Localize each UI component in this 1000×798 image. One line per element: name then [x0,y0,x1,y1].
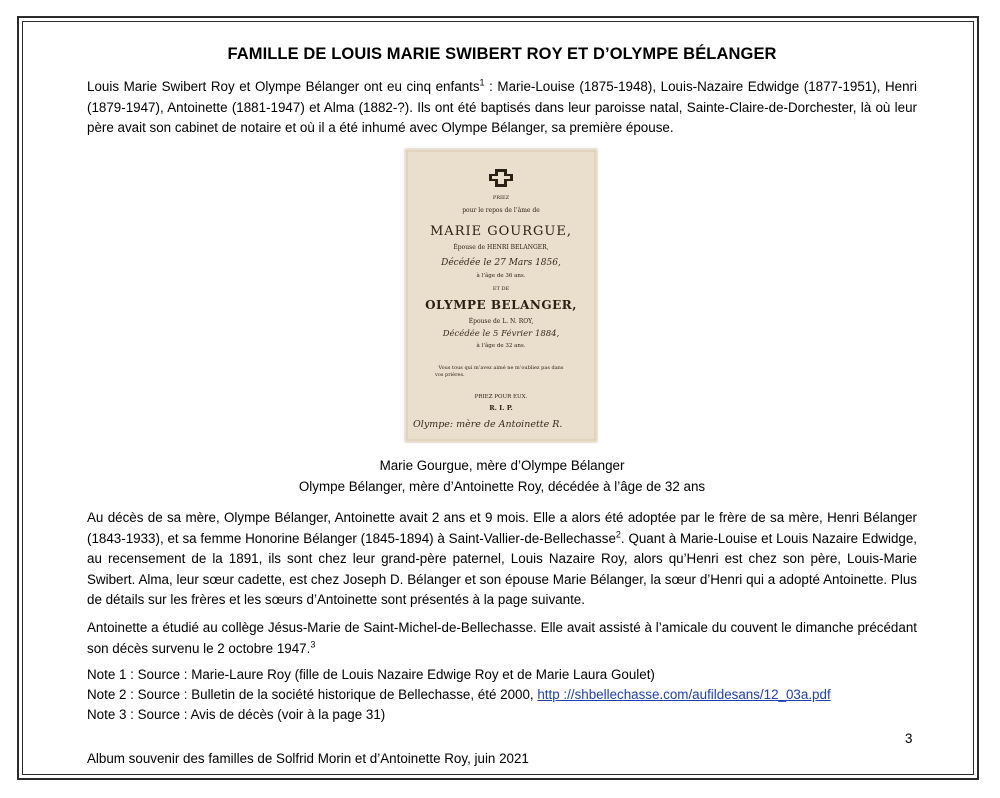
image-caption [87,456,917,497]
note-1: Note 1 : Source : Marie-Laure Roy (fille de Louis Nazaire Edwige Roy et de Marie Laura Goulet) [87,667,655,682]
card-line-epouse-roy: Épouse de L. N. ROY, [468,318,534,325]
card-line-age-1: à l’âge de 36 ans. [476,273,526,279]
memorial-card-image [405,149,597,442]
intro-paragraph [87,77,917,139]
card-line-deces-2: Décédée le 5 Février 1884, [442,329,560,339]
card-line-epouse-henri: Épouse de HENRI BELANGER, [453,244,549,251]
notes-section [87,665,917,725]
page-content [87,40,917,139]
note-2-link[interactable]: http ://shbellechasse.com/aufildesans/12_03a.pdf [537,687,831,702]
card-line-prieres: vos prières. [435,372,465,378]
card-line-et-de: ET DE [492,286,510,292]
card-line-priez-pour-eux: PRIEZ POUR EUX. [474,394,528,400]
card-line-vous-tous: Vous tous qui m’avez aimé ne m’oubliez pas dans [438,365,564,371]
footnote-ref-2: 2 [615,529,621,540]
card-line-deces-1: Décédée le 27 Mars 1856, [441,258,561,268]
note-2 [87,685,917,705]
card-name-marie-gourgue: MARIE GOURGUE, [430,224,572,239]
card-line-repos: pour le repos de l’âme de [462,207,540,214]
footnote-ref-1: 1 [479,77,485,88]
college-text: Antoinette a étudié au collège Jésus-Marie de Saint-Michel-de-Bellechasse. Elle avait assisté à l’amicale du couvent le dimanche précédant son décès survenu le 2 octobre 1947. [87,620,917,656]
page-number: 3 [905,731,913,746]
page-title: FAMILLE DE LOUIS MARIE SWIBERT ROY ET D’OLYMPE BÉLANGER [227,45,777,63]
caption-line-1: Marie Gourgue, mère d’Olympe Bélanger [379,458,625,473]
note-3: Note 3 : Source : Avis de décès (voir à la page 31) [87,707,386,722]
footnote-ref-3: 3 [310,639,316,650]
card-line-age-2: à l’âge de 32 ans. [476,343,526,349]
adoption-paragraph [87,508,917,611]
college-paragraph [87,618,917,659]
caption-line-2: Olympe Bélanger, mère d’Antoinette Roy, décédée à l’âge de 32 ans [298,478,706,494]
intro-text-1: Louis Marie Swibert Roy et Olympe Bélanger ont eu cinq enfants [87,79,480,94]
card-line-rip: R. I. P. [489,404,513,412]
card-handwritten-note: Olympe: mère de Antoinette R. [413,419,563,430]
card-line-priez: PRIEZ [492,195,510,201]
intro-text-2: : Marie-Louise (1875-1948), Louis-Nazaire Edwidge (1877-1951), Henri (1879-1947), Antoinette (1881-1947) et Alma (1882-?). Ils ont été baptisés dans leur paroisse natal, Sainte-Claire-de-Dorchester, là où leur père avait son cabinet de notaire et où il a été inhumé avec Olympe Bélanger, sa première épouse. [87,79,917,135]
note-2-text: Note 2 : Source : Bulletin de la société historique de Bellechasse, été 2000, [87,687,538,702]
page-footer: Album souvenir des familles de Solfrid Morin et d’Antoinette Roy, juin 2021 [87,751,529,766]
card-name-olympe-belanger: OLYMPE BELANGER, [425,298,577,312]
adoption-text-2: . Quant à Marie-Louise et Louis Nazaire Edwidge, au recensement de la 1891, ils sont chez leur grand-père paternel, Louis Nazaire Roy, alors qu’Henri est chez son père, Louis-Marie Swibert. Alma, leur sœur cadette, est chez Joseph D. Bélanger et son épouse Marie Bélanger, la sœur d’Henri qui a adopté Antoinette. Plus de détails sur les frères et les sœurs d’Antoinette sont présentés à la page suivante. [87,530,918,607]
adoption-text-1: Au décès de sa mère, Olympe Bélanger, Antoinette avait 2 ans et 9 mois. Elle a alors été adoptée par le frère de sa mère, Henri Bélanger (1843-1933), et sa femme Honorine Bélanger (1845-1894) à Saint-Vallier-de-Bellechasse [87,510,917,546]
